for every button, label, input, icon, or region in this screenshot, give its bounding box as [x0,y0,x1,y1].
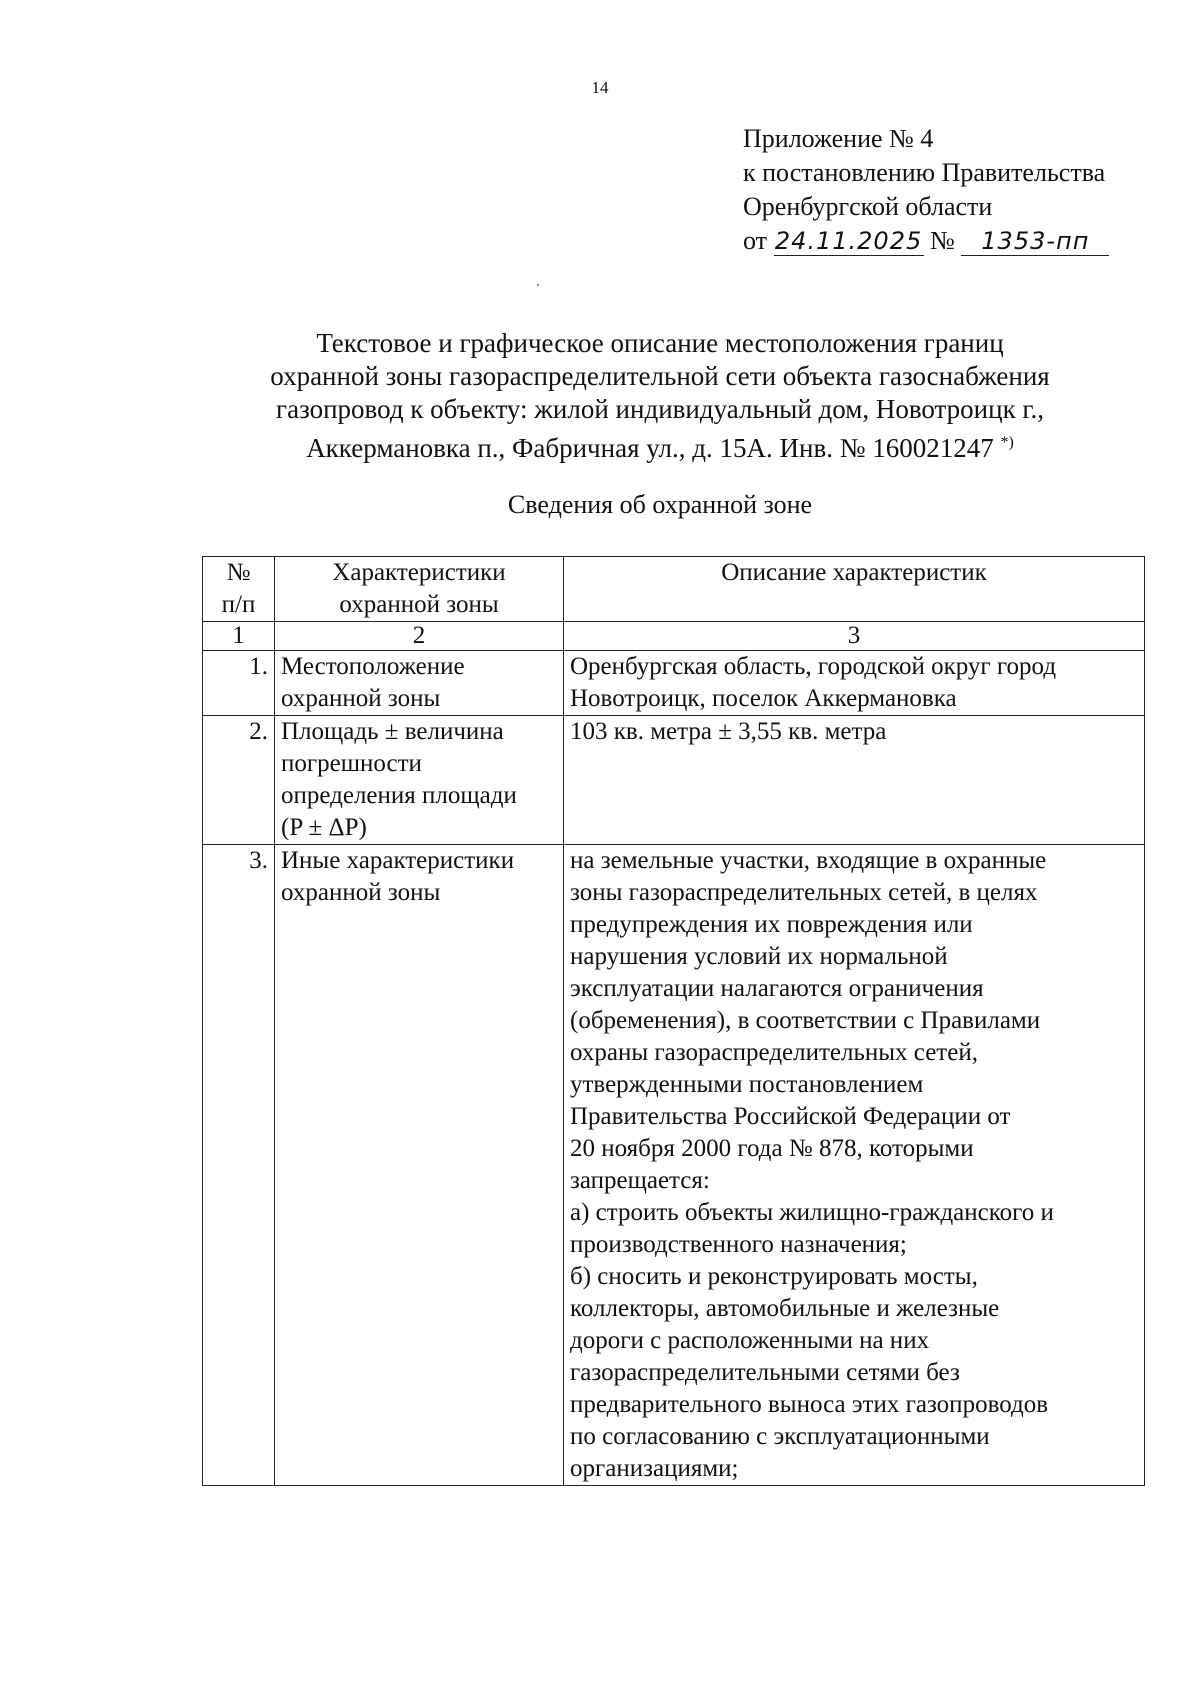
description-line: организациями; [570,1455,739,1482]
table-row [203,651,1145,716]
description-line: зоны газораспределительных сетей, в целях [570,879,1038,906]
from-label: от [743,226,768,255]
description-line: по согласованию с эксплуатационными [570,1423,990,1450]
section-title: Сведения об охранной зоне [507,490,813,519]
title-line-4-wrap [0,426,1200,465]
description-line: газораспределительными сетями без [570,1359,960,1386]
appendix-line-1: Приложение № 4 [743,124,934,153]
row-number: 3. [203,845,275,1486]
table-row [203,845,1145,1486]
column-number: 2 [275,622,564,651]
description-line: утвержденными постановлением [570,1071,924,1098]
column-number: 3 [564,622,1145,651]
description-line: Правительства Российской Федерации от [570,1103,1011,1130]
description-line: (обременения), в соответствии с Правилами [570,1007,1041,1034]
footnote-mark: *) [1000,434,1014,451]
description-line: коллекторы, автомобильные и железные [570,1295,1000,1322]
table-body [203,651,1145,1486]
appendix-block [743,122,1109,258]
title-line-1: Текстовое и графическое описание местоположения границ [316,328,1004,358]
description-line: Оренбургская область, городской округ город [570,653,1057,680]
row-characteristic [275,716,564,845]
header-number [203,557,275,622]
header-description [564,557,1145,622]
characteristic-line: погрешности [281,750,422,777]
title-line-3: газопровод к объекту: жилой индивидуальный дом, Новотроицк г., [276,394,1044,424]
description-line: 103 кв. метра ± 3,55 кв. метра [570,718,887,745]
description-line: а) строить объекты жилищно-гражданского и [570,1199,1054,1226]
column-number: 1 [203,622,275,651]
row-characteristic [275,651,564,716]
title-line-4: Аккермановка п., Фабричная ул., д. 15А. Инв. № 160021247 [306,433,994,463]
appendix-date-number-line [743,224,1109,258]
characteristic-line: Площадь ± величина [281,718,504,745]
description-line: 20 ноября 2000 года № 878, которыми [570,1135,974,1162]
row-characteristic [275,845,564,1486]
scan-dot [537,284,539,286]
description-line: предварительного выноса этих газопроводов [570,1391,1049,1418]
handwritten-date: 24.11.2025 [774,227,923,255]
number-label: № [930,226,955,255]
appendix-line-3: Оренбургской области [743,192,993,221]
appendix-line-2: к постановлению Правительства [743,158,1106,187]
characteristic-line: Местоположение [281,653,465,680]
characteristic-line: определения площади [281,782,517,809]
description-line: б) сносить и реконструировать мосты, [570,1263,978,1290]
table-row [203,716,1145,845]
row-description [564,651,1145,716]
row-description [564,716,1145,845]
characteristic-line: Иные характеристики [281,847,515,874]
header-number-line: № [226,559,251,586]
characteristic-line: охранной зоны [281,685,441,712]
description-line: производственного назначения; [570,1231,907,1258]
row-number: 2. [203,716,275,845]
characteristic-line: (P ± ΔP) [281,814,367,841]
description-line: нарушения условий их нормальной [570,943,948,970]
document-title [0,327,1200,465]
characteristic-line: охранной зоны [281,879,441,906]
description-line: дороги с расположенными на них [570,1327,930,1354]
description-line: предупреждения их повреждения или [570,911,973,938]
description-line: запрещается: [570,1167,710,1194]
protected-zone-table [202,556,1145,1486]
header-number-line: п/п [221,591,256,618]
header-characteristics [275,557,564,622]
page-number: 14 [591,78,609,97]
description-line: эксплуатации налагаются ограничения [570,975,984,1002]
header-description-line: Описание характеристик [721,559,987,586]
table-header-row [203,557,1145,622]
row-number: 1. [203,651,275,716]
column-number-row [203,622,1145,651]
header-characteristics-line: Характеристики [332,559,506,586]
row-description [564,845,1145,1486]
description-line: на земельные участки, входящие в охранные [570,847,1047,874]
header-characteristics-line: охранной зоны [339,591,499,618]
title-line-2: охранной зоны газораспределительной сети объекта газоснабжения [270,361,1050,391]
description-line: Новотроицк, поселок Аккермановка [570,685,957,712]
handwritten-number: 1353-пп [961,227,1109,256]
description-line: охраны газораспределительных сетей, [570,1039,978,1066]
